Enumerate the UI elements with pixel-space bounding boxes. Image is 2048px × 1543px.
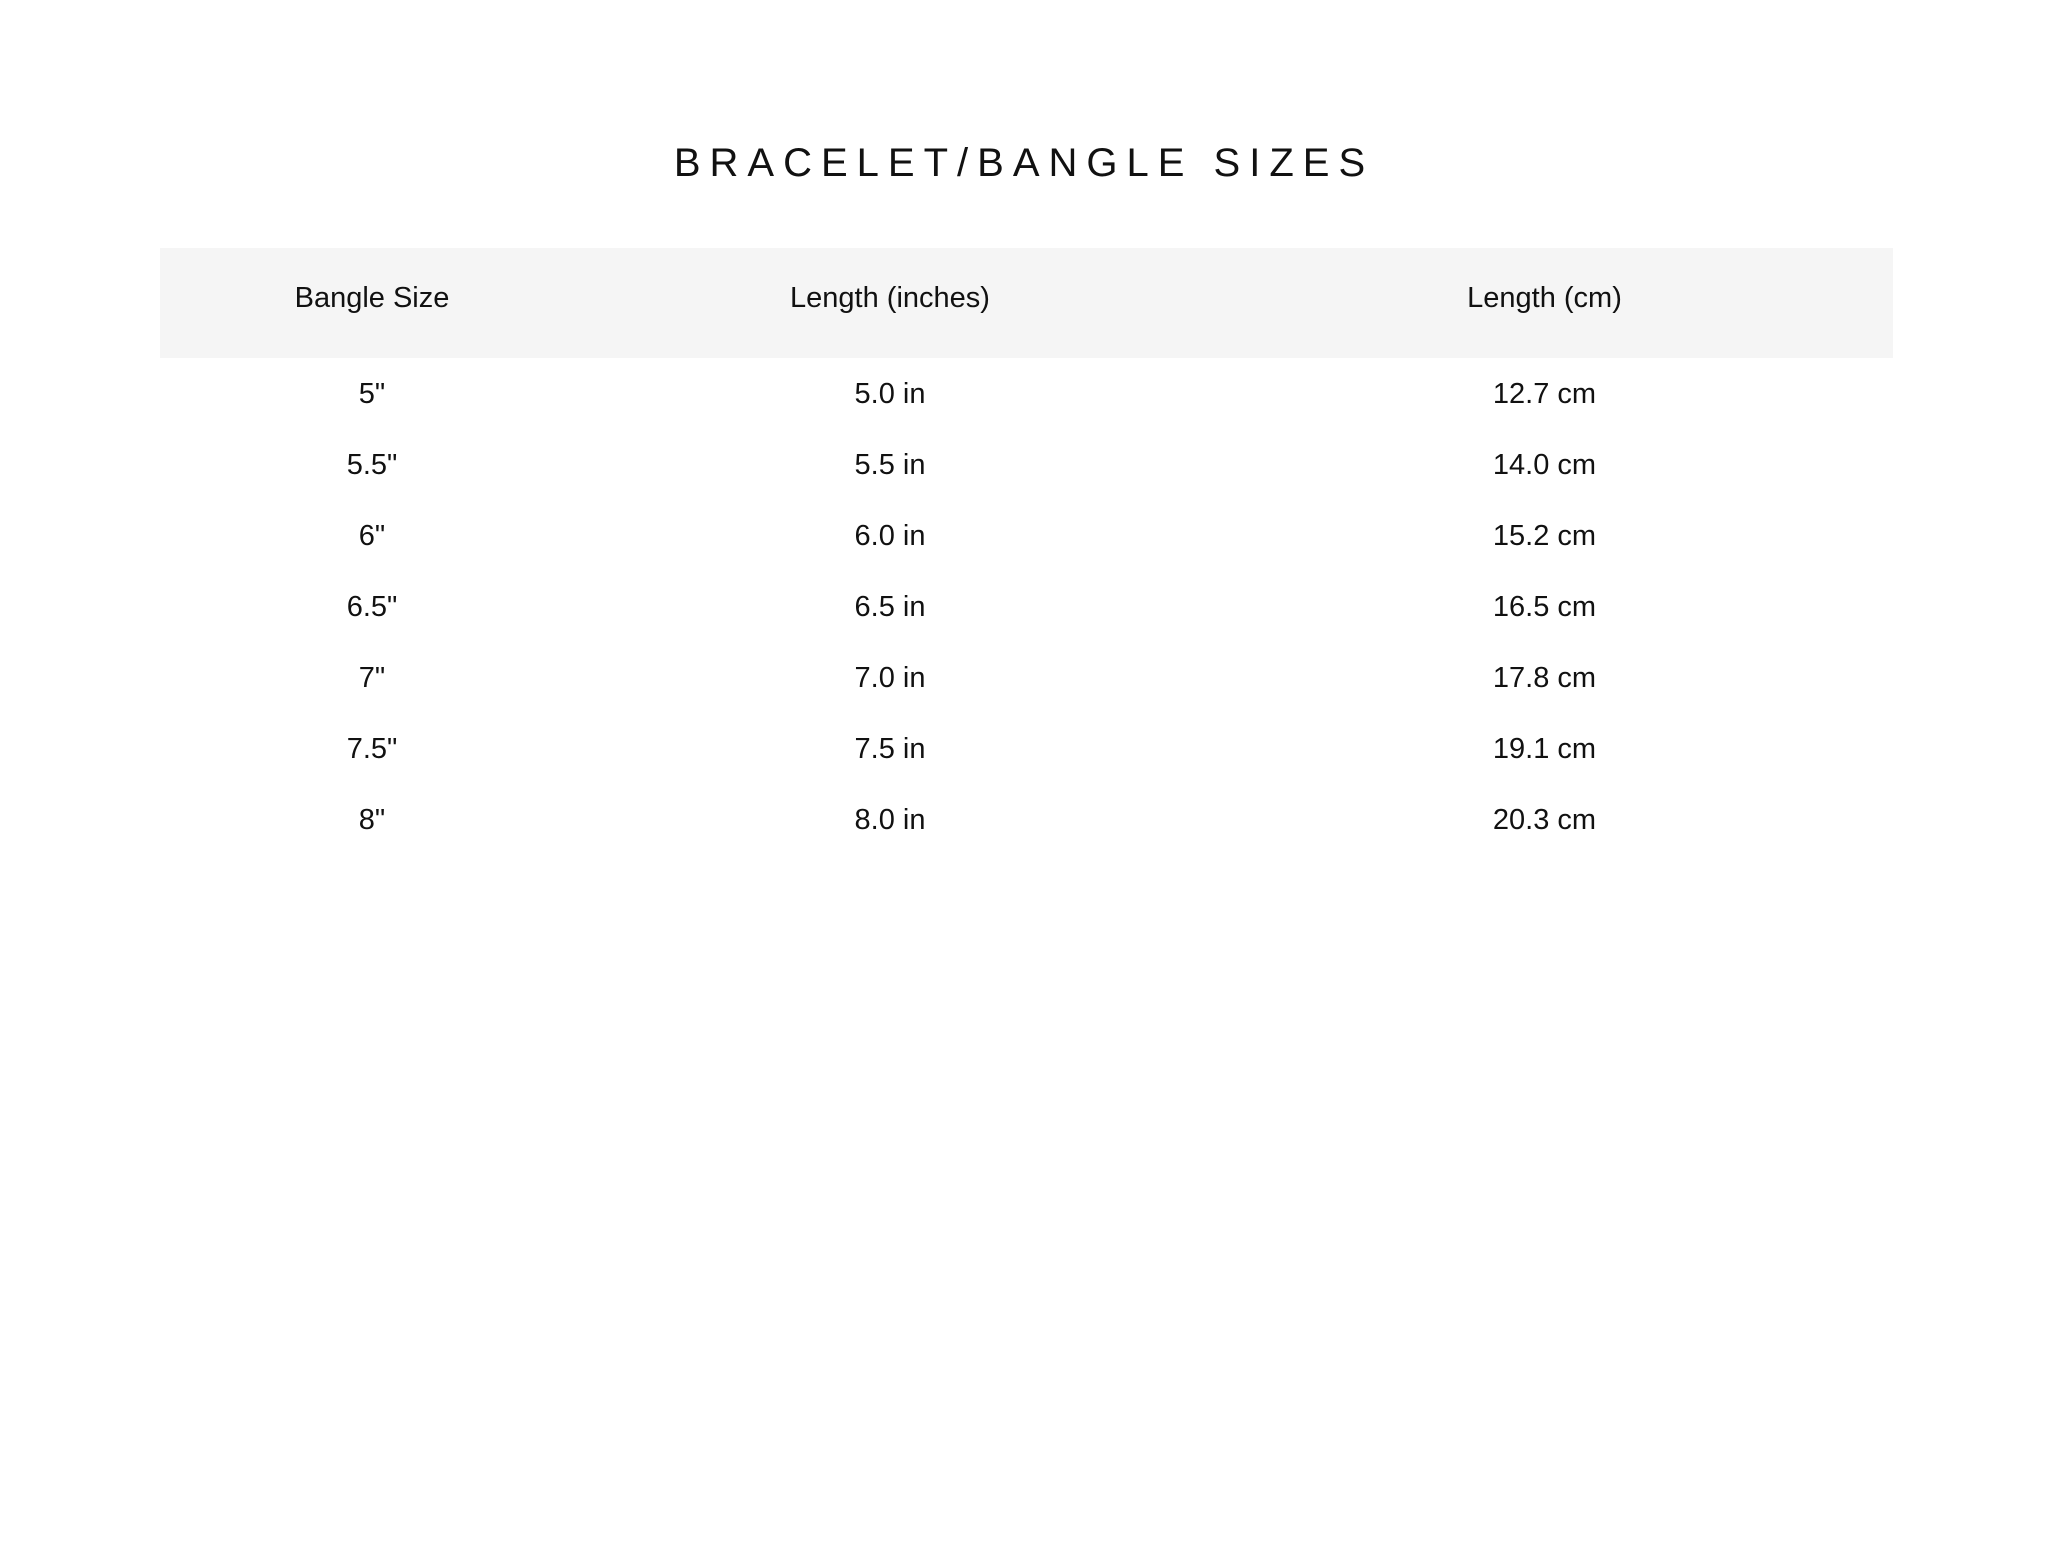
cell-bangle-size: 6" [358,520,386,552]
table-row [160,714,1893,785]
cell-bangle-size: 5" [358,377,386,410]
cell-length-cm: 19.1 cm [1492,733,1597,765]
header-bangle-size: Bangle Size [294,281,450,314]
table-body [160,358,1893,856]
table-row [160,358,1893,430]
cell-length-inches: 7.5 in [854,733,926,765]
cell-length-cm: 20.3 cm [1492,804,1597,836]
cell-length-inches: 5.5 in [854,449,926,481]
table-row [160,572,1893,643]
cell-bangle-size: 8" [358,804,386,836]
page-title: BRACELET/BANGLE SIZES [673,140,1375,185]
cell-length-inches: 7.0 in [854,662,926,694]
cell-length-inches: 6.0 in [854,520,926,552]
header-row [160,248,1893,358]
cell-length-cm: 14.0 cm [1492,449,1597,481]
table-header [160,248,1893,358]
cell-bangle-size: 6.5" [346,591,398,623]
cell-length-inches: 5.0 in [854,377,926,410]
header-length-inches: Length (inches) [790,281,990,314]
table-row [160,785,1893,856]
cell-bangle-size: 7.5" [346,733,398,765]
size-table [160,248,1893,856]
header-length-cm: Length (cm) [1467,281,1622,314]
cell-length-cm: 15.2 cm [1492,520,1597,552]
table-row [160,501,1893,572]
table-row [160,430,1893,501]
cell-bangle-size: 5.5" [346,449,398,481]
cell-bangle-size: 7" [358,662,386,694]
cell-length-inches: 6.5 in [854,591,926,623]
table-row [160,643,1893,714]
cell-length-cm: 12.7 cm [1492,377,1597,410]
cell-length-cm: 16.5 cm [1492,591,1597,623]
cell-length-cm: 17.8 cm [1492,662,1597,694]
cell-length-inches: 8.0 in [854,804,926,836]
